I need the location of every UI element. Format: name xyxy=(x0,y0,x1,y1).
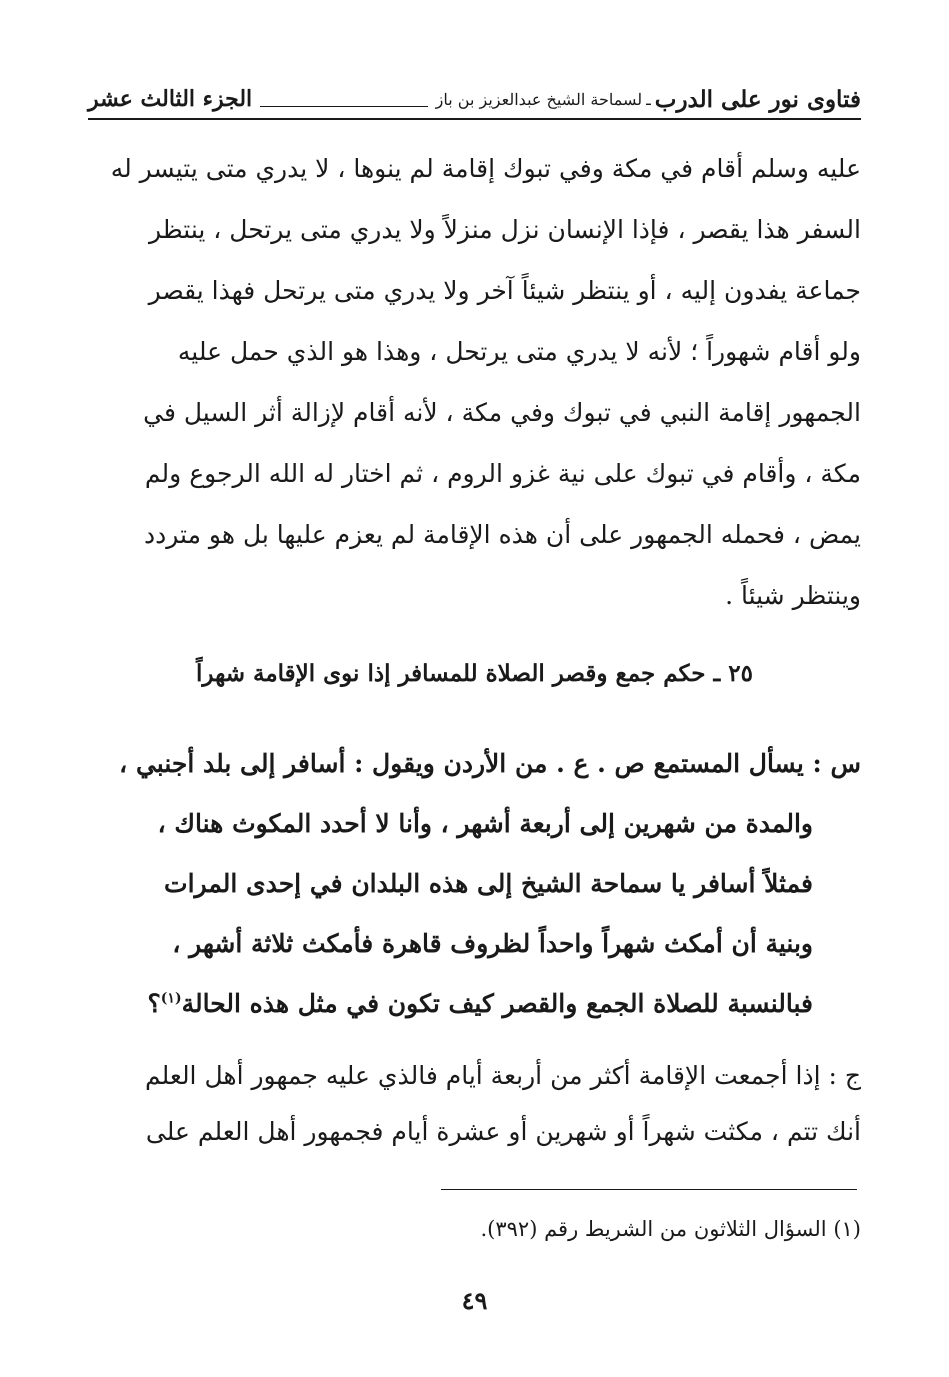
section-heading: ٢٥ ـ حكم جمع وقصر الصلاة للمسافر إذا نوى الإقامة شهراً xyxy=(196,660,753,687)
question-text: فبالنسبة للصلاة الجمع والقصر كيف تكون في مثل هذه الحالة xyxy=(181,989,813,1018)
body-line: وينتظر شيئاً . xyxy=(725,581,861,610)
question-line: وبنية أن أمكث شهراً واحداً لظروف قاهرة فأمكث ثلاثة أشهر ، xyxy=(172,929,813,958)
body-line: مكة ، وأقام في تبوك على نية غزو الروم ، ثم اختار له الله الرجوع ولم xyxy=(144,459,861,488)
question-block xyxy=(88,734,861,1034)
body-line: عليه وسلم أقام في مكة وفي تبوك إقامة لم ينوها ، لا يدري متى يتيسر له xyxy=(110,154,861,183)
question-label: س : xyxy=(812,749,861,778)
question-text: يسأل المستمع ص . ع . من الأردن ويقول : أسافر إلى بلد أجنبي ، xyxy=(119,749,804,778)
body-line: السفر هذا يقصر ، فإذا الإنسان نزل منزلاً ولا يدري متى يرتحل ، ينتظر xyxy=(148,215,861,244)
header-dash-line xyxy=(260,92,427,107)
footnote-reference[interactable]: (١) xyxy=(160,990,182,1007)
question-first-line xyxy=(88,734,861,794)
footnote-rule xyxy=(441,1189,857,1190)
question-line: فمثلاً أسافر يا سماحة الشيخ إلى هذه البلدان في إحدى المرات xyxy=(164,869,813,898)
answer-block xyxy=(88,1048,861,1160)
body-line: ولو أقام شهوراً ؛ لأنه لا يدري متى يرتحل ، وهذا هو الذي حمل عليه xyxy=(177,337,861,366)
answer-text: إذا أجمعت الإقامة أكثر من أربعة أيام فالذي عليه جمهور أهل العلم xyxy=(144,1061,821,1090)
running-header xyxy=(88,82,861,116)
question-mark: ؟ xyxy=(147,989,161,1018)
header-separator: ـ xyxy=(646,89,651,109)
page-number: ٤٩ xyxy=(461,1286,488,1315)
answer-first-line xyxy=(88,1048,861,1104)
body-line: يمض ، فحمله الجمهور على أن هذه الإقامة لم يعزم عليها بل هو متردد xyxy=(143,520,861,549)
question-line: والمدة من شهرين إلى أربعة أشهر ، وأنا لا أحدد المكوث هناك ، xyxy=(157,809,813,838)
body-line: جماعة يفدون إليه ، أو ينتظر شيئاً آخر ولا يدري متى يرتحل فهذا يقصر xyxy=(148,276,861,305)
author-name: لسماحة الشيخ عبدالعزيز بن باز xyxy=(435,89,643,109)
body-paragraph xyxy=(88,138,861,626)
question-last-line xyxy=(88,974,813,1034)
answer-line: أنك تتم ، مكثت شهراً أو شهرين أو عشرة أيام فجمهور أهل العلم على xyxy=(145,1117,861,1146)
footnote-number: (١) xyxy=(833,1217,861,1241)
footnote xyxy=(88,1212,861,1246)
header-rule xyxy=(88,118,861,120)
footnote-text: السؤال الثلاثون من الشريط رقم (٣٩٢). xyxy=(480,1217,827,1241)
body-line: الجمهور إقامة النبي في تبوك وفي مكة ، لأنه أقام لإزالة أثر السيل في xyxy=(143,398,861,427)
book-title: فتاوى نور على الدرب xyxy=(654,85,861,113)
answer-label: ج : xyxy=(828,1061,861,1090)
volume-part: الجزء الثالث عشر xyxy=(88,86,253,112)
